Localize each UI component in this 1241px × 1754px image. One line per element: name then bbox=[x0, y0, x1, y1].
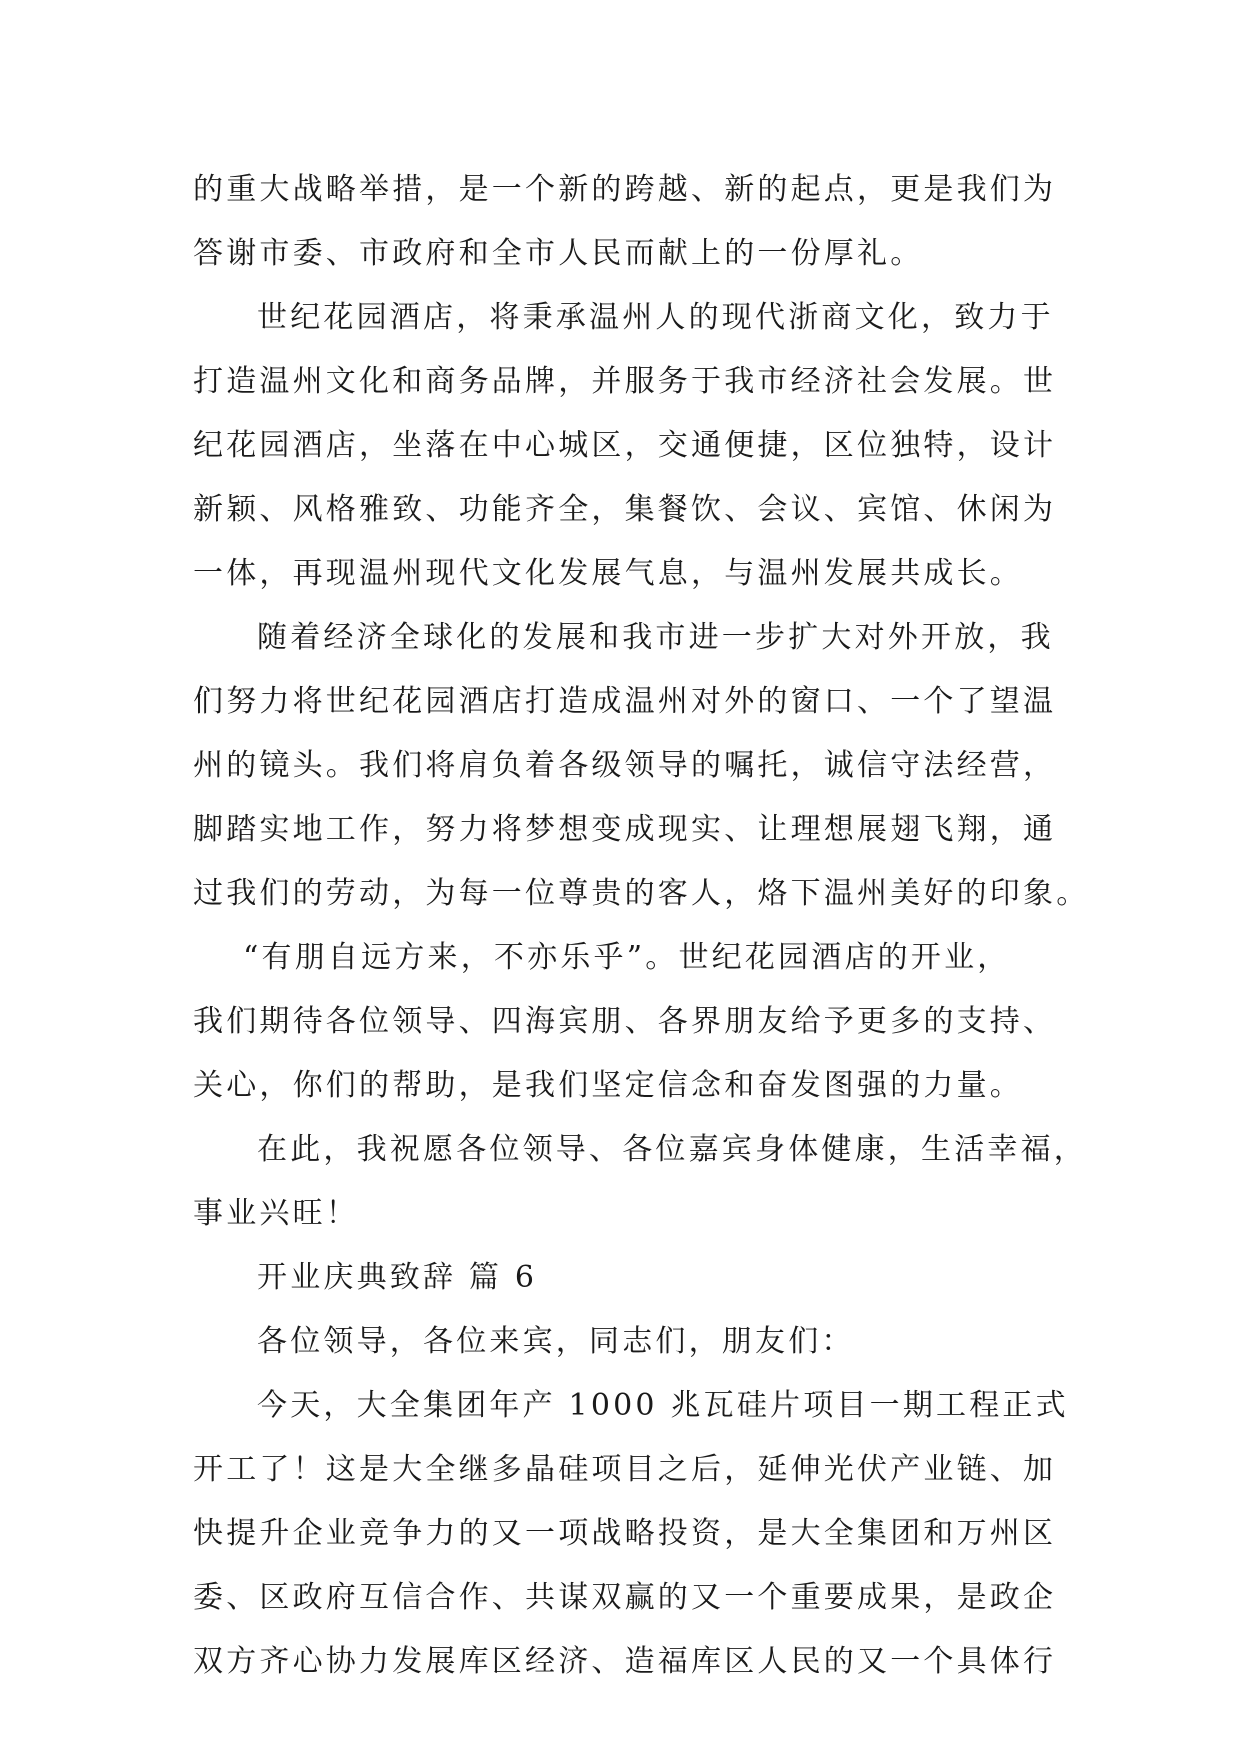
text-line: 新颖、风格雅致、功能齐全，集餐饮、会议、宾馆、休闲为 bbox=[193, 492, 1057, 527]
text-line: 委、区政府互信合作、共谋双赢的又一个重要成果，是政企 bbox=[193, 1580, 1057, 1615]
text-line: 过我们的劳动，为每一位尊贵的客人，烙下温州美好的印象。 bbox=[193, 876, 1090, 911]
text-line: 答谢市委、市政府和全市人民而献上的一份厚礼。 bbox=[193, 236, 924, 271]
text-line: 双方齐心协力发展库区经济、造福库区人民的又一个具体行 bbox=[193, 1644, 1057, 1679]
text-line: 快提升企业竞争力的又一项战略投资，是大全集团和万州区 bbox=[193, 1516, 1057, 1551]
text-line: 一体，再现温州现代文化发展气息，与温州发展共成长。 bbox=[193, 556, 1023, 591]
text-line: 脚踏实地工作，努力将梦想变成现实、让理想展翅飞翔，通 bbox=[193, 812, 1057, 847]
text-line: 事业兴旺！ bbox=[193, 1196, 359, 1231]
paragraph-start-line: 今天，大全集团年产 1000 兆瓦硅片项目一期工程正式 bbox=[257, 1388, 1069, 1423]
text-line: 打造温州文化和商务品牌，并服务于我市经济社会发展。世 bbox=[193, 364, 1057, 399]
paragraph-start-line: “有朋自远方来，不亦乐乎”。世纪花园酒店的开业， bbox=[243, 940, 1011, 975]
text-line: 我们期待各位领导、四海宾朋、各界朋友给予更多的支持、 bbox=[193, 1004, 1057, 1039]
text-line: 纪花园酒店，坐落在中心城区，交通便捷，区位独特，设计 bbox=[193, 428, 1057, 463]
text-line: 开工了！这是大全继多晶硅项目之后，延伸光伏产业链、加 bbox=[193, 1452, 1057, 1487]
paragraph-start-line: 世纪花园酒店，将秉承温州人的现代浙商文化，致力于 bbox=[257, 300, 1054, 335]
paragraph-start-line: 随着经济全球化的发展和我市进一步扩大对外开放，我 bbox=[257, 620, 1054, 655]
section-heading: 开业庆典致辞 篇 6 bbox=[257, 1260, 538, 1295]
text-line: 关心，你们的帮助，是我们坚定信念和奋发图强的力量。 bbox=[193, 1068, 1023, 1103]
text-line: 州的镜头。我们将肩负着各级领导的嘱托，诚信守法经营， bbox=[193, 748, 1057, 783]
paragraph-start-line: 在此，我祝愿各位领导、各位嘉宾身体健康，生活幸福， bbox=[257, 1132, 1087, 1167]
text-line: 们努力将世纪花园酒店打造成温州对外的窗口、一个了望温 bbox=[193, 684, 1057, 719]
text-line: 的重大战略举措，是一个新的跨越、新的起点，更是我们为 bbox=[193, 172, 1057, 207]
document-body bbox=[193, 158, 1090, 1694]
salutation-line: 各位领导，各位来宾，同志们，朋友们： bbox=[257, 1324, 855, 1359]
